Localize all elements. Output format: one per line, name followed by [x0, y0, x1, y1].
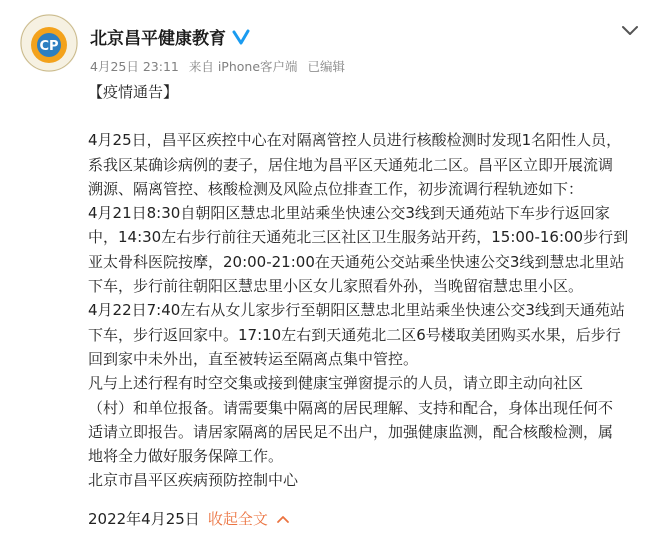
collapse-button[interactable] [208, 508, 290, 529]
post-date: 2022年4月25日 [88, 510, 200, 528]
post-timestamp[interactable]: 4月25日 23:11 [90, 59, 179, 74]
post-meta [90, 57, 345, 75]
collapse-label: 收起全文 [207, 510, 268, 528]
avatar[interactable] [20, 14, 78, 72]
post-line: 地将全力做好服务保障工作。 [88, 447, 284, 466]
post-line: 中，14:30左右步行前往天通苑北三区社区卫生服务站开药，15:00-16:00步行到 [88, 228, 629, 247]
avatar-logo-icon [20, 14, 78, 72]
avatar-text: CP [39, 39, 59, 54]
post-line: 下车，步行前往朝阳区慧忠里小区女儿家照看外孙，当晚留宿慧忠里小区。 [88, 277, 584, 296]
account-name[interactable]: 北京昌平健康教育 [90, 29, 226, 49]
post-line: （村）和单位报备。请需要集中隔离的居民理解、支持和配合，身体出现任何不 [88, 398, 614, 417]
post-line: 凡与上述行程有时空交集或接到健康宝弹窗提示的人员，请立即主动向社区 [88, 374, 584, 393]
post-line: 4月21日8:30自朝阳区慧忠北里站乘坐快速公交3线到天通苑站下车步行返回家 [88, 204, 610, 223]
chevron-down-icon [618, 18, 642, 42]
post-line: 适请立即报告。请居家隔离的居民足不出户，加强健康监测，配合核酸检测，属 [88, 422, 614, 441]
account-name-row [90, 24, 250, 49]
post-line: 系我区某确诊病例的妻子，居住地为昌平区天通苑北二区。昌平区立即开展流调 [88, 155, 614, 174]
paragraph-gap [88, 104, 648, 128]
post-title: 【疫情通告】 [88, 83, 179, 101]
post-source: 来自 iPhone客户端 [188, 59, 298, 74]
post-menu-button[interactable] [618, 18, 642, 42]
post-line: 亚太骨科医院按摩，20:00-21:00在天通苑公交站乘坐快速公交3线到慧忠北里站 [88, 252, 625, 271]
verified-badge-icon [232, 28, 250, 46]
post-line: 回到家中未外出，直至被转运至隔离点集中管控。 [88, 349, 419, 368]
post-line: 溯源、隔离管控、核酸检测及风险点位排查工作，初步流调行程轨迹如下： [88, 179, 584, 198]
chevron-up-icon [276, 514, 290, 524]
post-signature: 北京市昌平区疾病预防控制中心 [88, 471, 299, 490]
post-line: 4月25日，昌平区疾控中心在对隔离管控人员进行核酸检测时发现1名阳性人员， [88, 131, 622, 150]
edited-label[interactable]: 已编辑 [307, 59, 346, 74]
post-line: 4月22日7:40左右从女儿家步行至朝阳区慧忠北里站乘坐快速公交3线到天通苑站 [88, 301, 625, 320]
post-line: 下车，步行返回家中。17:10左右到天通苑北二区6号楼取美团购买水果，后步行 [88, 325, 621, 344]
post-footer [88, 508, 290, 529]
post-content [88, 80, 648, 493]
